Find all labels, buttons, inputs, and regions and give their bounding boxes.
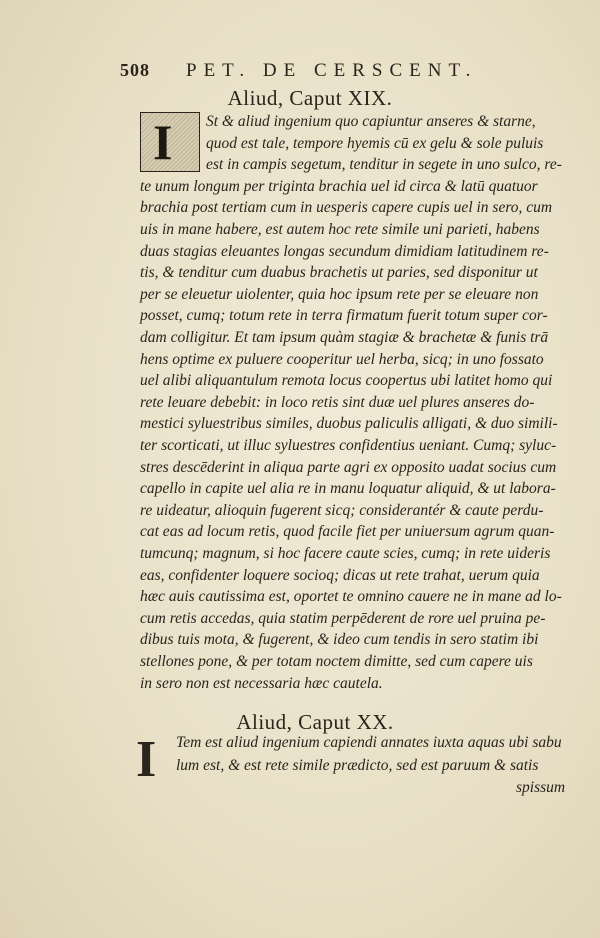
text-line: Tem est aliud ingenium capiendi annates iuxta aquas ubi sabu bbox=[176, 734, 562, 751]
running-title: PET. DE CERSCENT. bbox=[186, 60, 478, 81]
text-line: brachia post tertiam cum in uesperis capere cupis uel in sero, cum bbox=[140, 199, 553, 217]
chapter-20-heading: Aliud, Caput XX. bbox=[236, 710, 394, 734]
folio-number: 508 bbox=[120, 60, 150, 80]
decorated-initial bbox=[140, 112, 200, 172]
text-line: mestici syluestribus similes, duobus paliculis alligati, & duo simili- bbox=[140, 415, 558, 433]
text-line: tis, & tenditur cum duabus brachetis ut paries, sed disponitur ut bbox=[140, 264, 538, 282]
chapter-20-initial: I bbox=[136, 731, 157, 788]
text-line: quod est tale, tempore hyemis cū ex gelu & sole puluis bbox=[206, 134, 544, 152]
text-line: rete leuare debebit: in loco retis sint duæ uel plures anseres do- bbox=[140, 393, 535, 411]
text-line: te unum longum per triginta brachia uel id circa & latū quatuor bbox=[140, 177, 538, 195]
text-line: tumcunq; magnum, si hoc facere caute scies, cumq; in rete uideris bbox=[140, 545, 551, 562]
text-line: est in campis segetum, tenditur in segete in uno sulco, re- bbox=[206, 156, 562, 174]
text-line: per se eleuetur uiolenter, quia hoc ipsum rete per se eleuare non bbox=[140, 285, 539, 303]
text-line: spissum bbox=[516, 779, 566, 796]
text-line: ter scorticati, ut illuc syluestres confidentius ueniant. Cumq; syluc- bbox=[140, 437, 557, 454]
text-line: hens optime ex puluere cooperitur uel herba, sicq; in uno fossato bbox=[140, 350, 544, 368]
initial-letter: I bbox=[153, 114, 173, 170]
text-line: in sero non est necessaria hæc cautela. bbox=[140, 674, 383, 692]
text-line: lum est, & est rete simile prædicto, sed est paruum & satis bbox=[176, 756, 539, 774]
text-line: dibus tuis mota, & fugerent, & ideo cum tendis in sero statim ibi bbox=[140, 631, 539, 649]
text-line: posset, cumq; totum rete in terra firmatum fuerit totum super cor- bbox=[140, 307, 548, 325]
text-line: St & aliud ingenium quo capiuntur anseres & starne, bbox=[206, 113, 536, 130]
chapter-19-heading: Aliud, Caput XIX. bbox=[227, 86, 393, 110]
text-line: stellones pone, & per totam noctem dimitte, sed cum capere uis bbox=[140, 653, 533, 670]
text-line: duas stagias eleuantes longas secundum dimidiam latitudinem re- bbox=[140, 242, 549, 260]
text-line: uel alibi aliquantulum remota locus coopertus ubi latitet homo qui bbox=[140, 372, 553, 390]
text-line: capello in capite uel alia re in manu loquatur aliquid, & ut labora- bbox=[140, 480, 556, 498]
text-line: hæc auis cautissima est, oportet te omnino cauere ne in mane ad lo- bbox=[140, 588, 562, 606]
text-line: re uideatur, alioquin fugerent sicq; considerantér & caute perdu- bbox=[140, 501, 544, 519]
text-line: eas, confidenter loquere socioq; dicas ut rete trahat, uerum quia bbox=[140, 566, 540, 584]
text-line: cat eas ad locum retis, quod facile fiet per uniuersum agrum quan- bbox=[140, 523, 555, 541]
text-line: uis in mane habere, est autem hoc rete simile uni parieti, habens bbox=[140, 221, 540, 238]
text-line: cum retis accedas, quia statim perpēderent de rore uel pruina pe- bbox=[140, 609, 546, 627]
text-line: dam colligitur. Et tam ipsum quàm stagiæ & brachetæ & funis trā bbox=[140, 329, 549, 346]
text-line: stres descēderint in aliqua parte agri ex opposito uadat socius cum bbox=[140, 458, 557, 476]
page-header bbox=[120, 60, 500, 82]
